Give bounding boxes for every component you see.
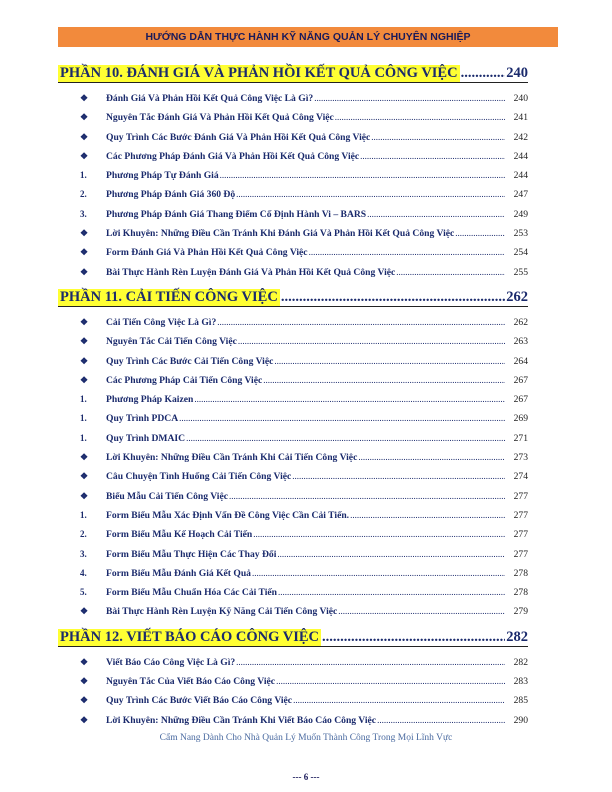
toc-entry[interactable] xyxy=(58,132,528,151)
toc-entry[interactable] xyxy=(58,510,528,529)
toc-entry[interactable] xyxy=(58,676,528,695)
entry-title: Đánh Giá Và Phản Hồi Kết Quả Công Việc Là Gì? xyxy=(106,93,314,104)
toc-entry[interactable] xyxy=(58,452,528,471)
entry-title: Nguyên Tắc Cải Tiến Công Việc xyxy=(106,336,237,348)
toc-entry[interactable] xyxy=(58,491,528,510)
bullet-diamond-icon: ❖ xyxy=(80,266,89,277)
bullet-diamond-icon: ❖ xyxy=(80,247,89,258)
entry-title: Phương Pháp Tự Đánh Giá xyxy=(106,170,219,182)
entry-number: 2. xyxy=(80,189,87,200)
entry-title: Cải Tiến Công Việc Là Gì? xyxy=(106,316,217,328)
entry-title: Form Biểu Mẫu Chuẩn Hóa Các Cải Tiến xyxy=(106,587,278,599)
dot-leader xyxy=(455,228,505,238)
entry-page-number: 282 xyxy=(513,656,528,668)
bullet-diamond-icon: ❖ xyxy=(80,316,89,327)
section-title: PHẦN 11. CẢI TIẾN CÔNG VIỆC xyxy=(60,288,278,305)
page-number: --- 6 --- xyxy=(292,772,320,782)
dot-leader xyxy=(335,112,505,122)
entry-page-number: 240 xyxy=(513,93,528,104)
dot-leader xyxy=(263,375,505,385)
toc-entry[interactable] xyxy=(58,375,528,394)
dot-leader xyxy=(276,676,505,686)
bullet-diamond-icon: ❖ xyxy=(80,336,89,347)
bullet-diamond-icon: ❖ xyxy=(80,228,89,239)
bullet-diamond-icon: ❖ xyxy=(80,471,89,482)
toc-entry[interactable] xyxy=(58,657,528,676)
entry-page-number: 274 xyxy=(513,471,528,483)
toc-entry[interactable] xyxy=(58,549,528,568)
dot-leader xyxy=(179,413,505,423)
dot-leader xyxy=(360,151,505,161)
entry-title: Nguyên Tắc Đánh Giá Và Phản Hồi Kết Quả Công Việc xyxy=(106,112,334,124)
toc-entry[interactable] xyxy=(58,228,528,247)
toc-entry[interactable] xyxy=(58,336,528,355)
entry-page-number: 249 xyxy=(513,208,528,220)
bullet-diamond-icon: ❖ xyxy=(80,131,89,142)
toc-entry[interactable] xyxy=(58,715,528,734)
dot-leader xyxy=(461,65,506,82)
dot-leader xyxy=(229,491,505,501)
dot-leader xyxy=(371,132,505,142)
entry-number: 4. xyxy=(80,567,87,578)
section-page-number: 282 xyxy=(506,628,528,645)
dot-leader xyxy=(350,510,505,520)
section-heading[interactable] xyxy=(58,286,528,307)
entry-page-number: 283 xyxy=(513,676,528,688)
toc-entry[interactable] xyxy=(58,471,528,490)
dot-leader xyxy=(338,606,505,616)
dot-leader xyxy=(314,93,505,103)
entry-title: Phương Pháp Đánh Giá 360 Độ xyxy=(106,189,236,201)
dot-leader xyxy=(194,394,505,404)
bullet-diamond-icon: ❖ xyxy=(80,490,89,501)
toc-entry[interactable] xyxy=(58,394,528,413)
entry-title: Bài Thực Hành Rèn Luyện Kỹ Năng Cải Tiến Công Việc xyxy=(106,606,338,618)
dot-leader xyxy=(277,549,505,559)
dot-leader xyxy=(278,587,505,597)
toc-entry[interactable] xyxy=(58,93,528,112)
entry-page-number: 264 xyxy=(513,355,528,367)
table-of-contents xyxy=(58,62,528,734)
entry-page-number: 244 xyxy=(513,170,528,182)
toc-entry[interactable] xyxy=(58,247,528,266)
entry-title: Phương Pháp Kaizen xyxy=(106,394,194,406)
dot-leader xyxy=(281,289,505,306)
bullet-diamond-icon: ❖ xyxy=(80,676,89,687)
bullet-diamond-icon: ❖ xyxy=(80,374,89,385)
section-heading[interactable] xyxy=(58,62,528,83)
bullet-diamond-icon: ❖ xyxy=(80,93,89,103)
entry-page-number: 278 xyxy=(513,567,528,579)
section-title: PHẦN 10. ĐÁNH GIÁ VÀ PHẢN HỒI KẾT QUẢ CÔNG VIỆC xyxy=(60,65,458,81)
entry-page-number: 267 xyxy=(513,374,528,386)
section-heading[interactable] xyxy=(58,626,528,647)
bullet-diamond-icon: ❖ xyxy=(80,112,89,123)
entry-page-number: 242 xyxy=(513,131,528,143)
entry-title: Câu Chuyện Tình Huống Cải Tiến Công Việc xyxy=(106,471,292,483)
toc-entry[interactable] xyxy=(58,568,528,587)
toc-entry[interactable] xyxy=(58,170,528,189)
entry-number: 1. xyxy=(80,394,87,405)
entry-title: Quy Trình Các Bước Đánh Giá Và Phản Hồi Kết Quả Công Việc xyxy=(106,131,371,143)
dot-leader xyxy=(252,568,505,578)
dot-leader xyxy=(292,471,505,481)
dot-leader xyxy=(309,247,505,257)
entry-title: Phương Pháp Đánh Giá Thang Điểm Cố Định Hành Vi – BARS xyxy=(106,208,367,220)
entry-page-number: 244 xyxy=(513,150,528,162)
toc-entry[interactable] xyxy=(58,189,528,208)
entry-page-number: 273 xyxy=(513,452,528,464)
bullet-diamond-icon: ❖ xyxy=(80,150,89,161)
entry-number: 1. xyxy=(80,413,87,424)
entry-title: Nguyên Tắc Của Viết Báo Cáo Công Việc xyxy=(106,676,276,688)
dot-leader xyxy=(236,189,505,199)
entry-title: Form Biểu Mẫu Kế Hoạch Cải Tiến xyxy=(106,529,253,541)
bullet-diamond-icon: ❖ xyxy=(80,452,89,463)
entry-page-number: 263 xyxy=(513,336,528,348)
entry-page-number: 255 xyxy=(513,266,528,278)
dot-leader xyxy=(293,695,505,705)
entry-title: Biểu Mẫu Cải Tiến Công Việc xyxy=(106,490,228,502)
entry-page-number: 285 xyxy=(513,695,528,707)
entry-number: 3. xyxy=(80,548,87,559)
bullet-diamond-icon: ❖ xyxy=(80,355,89,366)
toc-entry[interactable] xyxy=(58,356,528,375)
toc-entry[interactable] xyxy=(58,587,528,606)
section-page-number: 240 xyxy=(506,65,528,81)
header-banner: HƯỚNG DẪN THỰC HÀNH KỸ NĂNG QUẢN LÝ CHUYÊN NGHIỆP xyxy=(58,27,558,47)
dot-leader xyxy=(220,170,505,180)
toc-entry[interactable] xyxy=(58,151,528,170)
bullet-diamond-icon: ❖ xyxy=(80,695,89,706)
entry-title: Quy Trình PDCA xyxy=(106,413,179,425)
entry-page-number: 271 xyxy=(513,432,528,444)
bullet-diamond-icon: ❖ xyxy=(80,606,89,617)
entry-title: Viết Báo Cáo Công Việc Là Gì? xyxy=(106,656,236,668)
dot-leader xyxy=(367,209,505,219)
entry-page-number: 278 xyxy=(513,587,528,599)
dot-leader xyxy=(217,317,505,327)
dot-leader xyxy=(274,356,505,366)
entry-number: 1. xyxy=(80,509,87,520)
footer-text: Cẩm Nang Dành Cho Nhà Quản Lý Muốn Thành Công Trong Mọi Lĩnh Vực xyxy=(159,733,453,743)
entry-page-number: 262 xyxy=(513,316,528,328)
dot-leader xyxy=(186,433,505,443)
entry-title: Lời Khuyên: Những Điều Cần Tránh Khi Viết Báo Cáo Công Việc xyxy=(106,714,377,726)
toc-entry[interactable] xyxy=(58,695,528,714)
entry-page-number: 254 xyxy=(513,247,528,259)
entry-number: 1. xyxy=(80,170,87,181)
entry-title: Form Đánh Giá Và Phản Hồi Kết Quả Công Việc xyxy=(106,247,308,259)
entry-page-number: 253 xyxy=(513,228,528,240)
entry-number: 1. xyxy=(80,432,87,443)
toc-entry[interactable] xyxy=(58,317,528,336)
entry-title: Lời Khuyên: Những Điều Cần Tránh Khi Đánh Giá Và Phản Hồi Kết Quả Công Việc xyxy=(106,228,455,240)
entry-page-number: 279 xyxy=(513,606,528,618)
dot-leader xyxy=(322,629,505,646)
toc-entry[interactable] xyxy=(58,529,528,548)
entry-page-number: 267 xyxy=(513,394,528,406)
entry-page-number: 241 xyxy=(513,112,528,124)
entry-page-number: 277 xyxy=(513,548,528,560)
entry-page-number: 269 xyxy=(513,413,528,425)
entry-title: Bài Thực Hành Rèn Luyện Đánh Giá Và Phản Hồi Kết Quả Công Việc xyxy=(106,266,396,278)
dot-leader xyxy=(396,267,505,277)
entry-page-number: 277 xyxy=(513,490,528,502)
toc-entry[interactable] xyxy=(58,112,528,131)
entry-page-number: 277 xyxy=(513,529,528,541)
entry-page-number: 290 xyxy=(513,714,528,726)
dot-leader xyxy=(253,529,505,539)
entry-number: 2. xyxy=(80,529,87,540)
entry-title: Quy Trình Các Bước Viết Báo Cáo Công Việc xyxy=(106,695,293,707)
dot-leader xyxy=(238,336,505,346)
dot-leader xyxy=(236,657,505,667)
entry-title: Form Biểu Mẫu Xác Định Vấn Đề Công Việc Cần Cải Tiến. xyxy=(106,509,350,521)
entry-title: Form Biểu Mẫu Thực Hiện Các Thay Đổi xyxy=(106,548,277,560)
dot-leader xyxy=(377,715,505,725)
section-title: PHẦN 12. VIẾT BÁO CÁO CÔNG VIỆC xyxy=(60,628,320,645)
toc-entry[interactable] xyxy=(58,267,528,286)
toc-entry[interactable] xyxy=(58,209,528,228)
entry-title: Quy Trình Các Bước Cải Tiến Công Việc xyxy=(106,355,274,367)
entry-title: Các Phương Pháp Cải Tiến Công Việc xyxy=(106,374,263,386)
entry-page-number: 277 xyxy=(513,509,528,521)
entry-title: Lời Khuyên: Những Điều Cần Tránh Khi Cải Tiến Công Việc xyxy=(106,452,358,464)
entry-number: 3. xyxy=(80,208,87,219)
section-page-number: 262 xyxy=(506,288,528,305)
dot-leader xyxy=(358,452,505,462)
toc-entry[interactable] xyxy=(58,433,528,452)
toc-entry[interactable] xyxy=(58,606,528,625)
entry-title: Form Biểu Mẫu Đánh Giá Kết Quả xyxy=(106,567,251,579)
bullet-diamond-icon: ❖ xyxy=(80,714,89,725)
entry-title: Quy Trình DMAIC xyxy=(106,432,186,444)
entry-page-number: 247 xyxy=(513,189,528,201)
entry-number: 5. xyxy=(80,587,87,598)
entry-title: Các Phương Pháp Đánh Giá Và Phản Hồi Kết Quả Công Việc xyxy=(106,150,360,162)
bullet-diamond-icon: ❖ xyxy=(80,656,89,667)
toc-entry[interactable] xyxy=(58,413,528,432)
